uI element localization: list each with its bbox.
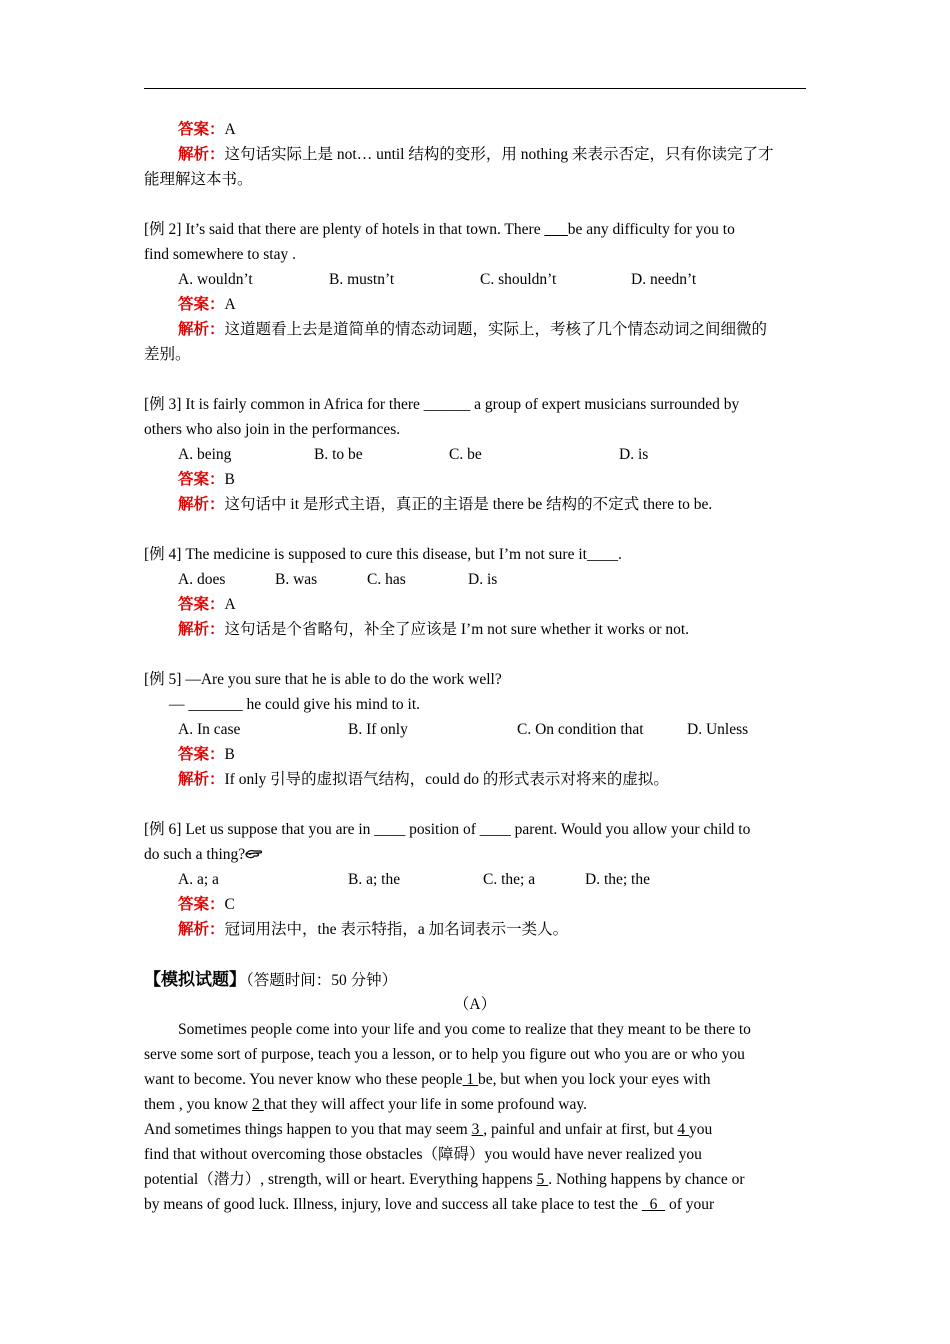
section-time-note: （答题时间：50 分钟） [246,972,398,989]
answer-value: A [224,296,236,313]
passage-text: be, but when you lock your eyes with [478,1071,711,1088]
question-line: [例 6] Let us suppose that you are in ____ position of ____ parent. Would you allow your child to [144,821,751,838]
option-a: A. In case [178,721,241,738]
analysis-text: 这句话实际上是 not… until 结构的变形，用 nothing 来表示否定，只有你读完了才 [224,146,774,163]
section-title: 【模拟试题】 [144,970,246,989]
passage-text: . Nothing happens by chance or [548,1171,745,1188]
part-label: （A） [453,996,497,1013]
passage-text: of your [665,1196,715,1213]
pointing-hand-icon [245,848,263,860]
answer-line [144,292,806,317]
options-row [144,267,806,292]
analysis-label: 解析： [178,496,225,513]
blank-1: 1 [462,1071,479,1088]
analysis-text: If only 引导的虚拟语气结构，could do 的形式表示对将来的虚拟。 [224,771,669,788]
analysis-line [144,617,806,642]
answer-label: 答案： [178,296,225,313]
blank-2: 2 [252,1096,264,1113]
analysis-line-cont: 差别。 [144,346,191,363]
option-b: B. a; the [348,871,401,888]
passage-line: Sometimes people come into your life and you come to realize that they meant to be there to [178,1021,751,1038]
passage-line: serve some sort of purpose, teach you a lesson, or to help you figure out who you are or who you [144,1046,745,1063]
answer-value: B [224,471,235,488]
analysis-label: 解析： [178,621,225,638]
analysis-line [144,767,806,792]
passage-text: that they will affect your life in some profound way. [263,1096,587,1113]
answer-value: B [224,746,235,763]
answer-label: 答案： [178,471,225,488]
question-text: do such a thing? [144,846,246,863]
blank-4: 4 [677,1121,689,1138]
passage-line [144,1067,806,1092]
passage-line [144,1092,806,1117]
passage-text: them , you know [144,1096,253,1113]
question-line [144,217,806,242]
analysis-line [144,492,806,517]
passage-line [144,1192,806,1217]
analysis-text: 冠词用法中，the 表示特指，a 加名词表示一类人。 [224,921,569,938]
header-rule [144,88,806,89]
passage-text: by means of good luck. Illness, injury, love and success all take place to test the [144,1196,642,1213]
option-d: D. needn’t [631,271,697,288]
analysis-line [144,142,806,167]
options-row [144,867,806,892]
answer-value: A [224,596,236,613]
option-c: C. the; a [483,871,536,888]
option-a: A. does [178,571,226,588]
options-row [144,442,806,467]
passage-line [144,1167,806,1192]
passage-text: And sometimes things happen to you that may seem [144,1121,472,1138]
blank-5: 5 [536,1171,549,1188]
passage-text: you [689,1121,713,1138]
option-a: A. a; a [178,871,219,888]
option-c: C. On condition that [517,721,644,738]
option-b: B. to be [314,446,363,463]
option-d: D. Unless [687,721,749,738]
analysis-text: 这句话是个省略句，补全了应该是 I’m not sure whether it works or not. [224,621,690,638]
option-c: C. be [449,446,482,463]
options-row [144,717,806,742]
option-a: A. being [178,446,232,463]
passage-line [144,1117,806,1142]
answer-value: C [224,896,235,913]
answer-value: A [224,121,236,138]
passage-line: find that without overcoming those obstacles（障碍）you would have never realized you [144,1146,702,1163]
passage-text: want to become. You never know who these people [144,1071,463,1088]
analysis-label: 解析： [178,771,225,788]
analysis-label: 解析： [178,321,225,338]
option-a: A. wouldn’t [178,271,253,288]
question-blank: ___ [544,221,568,238]
question-line: [例 4] The medicine is supposed to cure this disease, but I’m not sure it____. [144,546,622,563]
answer-label: 答案： [178,896,225,913]
answer-label: 答案： [178,121,225,138]
question-line-cont: find somewhere to stay . [144,246,296,263]
analysis-text: 这道题看上去是道简单的情态动词题，实际上，考核了几个情态动词之间细微的 [224,321,768,338]
option-b: B. If only [348,721,408,738]
option-b: B. was [275,571,318,588]
options-row [144,567,806,592]
question-text: [例 2] It’s said that there are plenty of hotels in that town. There [144,221,545,238]
answer-line [144,742,806,767]
analysis-line [144,317,806,342]
analysis-line [144,917,806,942]
option-d: D. is [619,446,649,463]
analysis-text: 这句话中 it 是形式主语，真正的主语是 there be 结构的不定式 there to be. [224,496,713,513]
question-text-end: be any difficulty for you to [567,221,735,238]
passage-text: , painful and unfair at first, but [483,1121,678,1138]
answer-line [144,892,806,917]
section-heading [144,967,806,992]
answer-label: 答案： [178,746,225,763]
passage-text: potential（潜力）, strength, will or heart. Everything happens [144,1171,537,1188]
option-d: D. is [468,571,498,588]
analysis-line-cont: 能理解这本书。 [144,171,253,188]
question-line-cont: others who also join in the performances. [144,421,401,438]
answer-label: 答案： [178,596,225,613]
document-body [144,117,806,1217]
question-line: [例 3] It is fairly common in Africa for there ______ a group of expert musicians surrounded by [144,396,740,413]
answer-line [144,117,806,142]
blank-3: 3 [471,1121,484,1138]
option-d: D. the; the [585,871,650,888]
answer-line [144,467,806,492]
question-line-cont [144,842,806,867]
answer-line [144,592,806,617]
analysis-label: 解析： [178,146,225,163]
option-c: C. shouldn’t [480,271,557,288]
question-line-cont: — _______ he could give his mind to it. [169,696,420,713]
question-line: [例 5] —Are you sure that he is able to do the work well? [144,671,502,688]
blank-6: 6 [641,1196,666,1213]
option-c: C. has [367,571,406,588]
analysis-label: 解析： [178,921,225,938]
option-b: B. mustn’t [329,271,395,288]
